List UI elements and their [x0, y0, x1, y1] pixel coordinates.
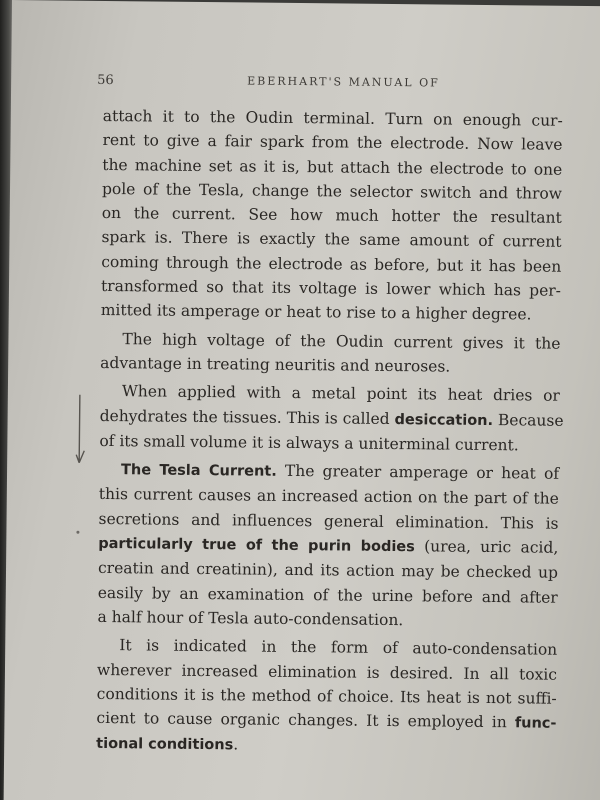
paragraph-1	[101, 104, 563, 327]
text-span: (urea, uric acid,	[414, 537, 559, 557]
emphasis-text: tional conditions	[96, 736, 234, 754]
text-line: advantage in treating neuritis and neuroses.	[100, 353, 451, 376]
text-line	[96, 731, 556, 761]
text-line: rent to give a fair spark from the electrode. Now leave	[102, 131, 563, 155]
text-line: the machine set as it is, but attach the electrode to one	[102, 155, 563, 179]
book-page	[4, 0, 600, 800]
text-line: conditions it is the method of choice. Its heat is not suffi-	[96, 684, 557, 708]
text-line: easily by an examination of the urine before and after	[97, 583, 558, 607]
emphasis-text: particularly true of the purin bodies	[98, 535, 415, 556]
page-body	[96, 104, 563, 762]
running-head: EBERHART'S MANUAL OF	[247, 74, 440, 90]
paragraph-4	[97, 457, 559, 634]
text-line: coming through the electrode as before, but it has been	[101, 252, 562, 276]
pencil-dot	[76, 531, 79, 534]
emphasis-text: func-	[514, 715, 557, 732]
text-line: a half hour of Tesla auto-condensation.	[97, 607, 404, 630]
page-header	[97, 73, 567, 98]
text-line: wherever increased elimination is desired. In all toxic	[96, 660, 558, 684]
text-line: on the current. See how much hotter the resultant	[101, 204, 562, 227]
section-heading: The Tesla Current.	[120, 462, 277, 480]
text-line: this current causes an increased action on the part of the	[98, 485, 559, 509]
text-line: secretions and influences general elimination. This is	[98, 509, 559, 533]
text-line: mitted its amperage or heat to rise to a higher degree.	[100, 301, 532, 324]
paragraph-5	[96, 633, 557, 761]
term-desiccation: desiccation.	[394, 411, 494, 429]
paragraph-2	[100, 327, 560, 380]
text-line: When applied with a metal point its heat dries or	[121, 382, 560, 406]
page-number: 56	[97, 72, 114, 89]
text-span: The greater amperage or heat of	[276, 461, 560, 483]
paragraph-3	[99, 379, 564, 458]
text-line: of its small volume it is always a uniterminal current.	[99, 431, 519, 455]
text-line: spark is. There is exactly the same amount of current	[101, 228, 562, 252]
pencil-margin-mark	[75, 393, 90, 473]
text-span: cient to cause organic changes. It is employed in	[96, 709, 515, 732]
text-line: attach it to the Oudin terminal. Turn on enough cur-	[102, 106, 563, 130]
text-span: dehydrates the tissues. This is called	[99, 406, 395, 428]
text-line: creatin and creatinin), and its action may be checked up	[97, 559, 559, 583]
text-line: pole of the Tesla, change the selector switch and throw	[101, 179, 563, 203]
text-span: .	[233, 735, 239, 754]
text-line: transformed so that its voltage is lower which has per-	[100, 277, 562, 300]
text-line: The high voltage of the Oudin current gives it the	[122, 329, 561, 353]
text-span: Because	[492, 410, 564, 430]
text-line: It is indicated in the form of auto-condensation	[119, 636, 558, 659]
